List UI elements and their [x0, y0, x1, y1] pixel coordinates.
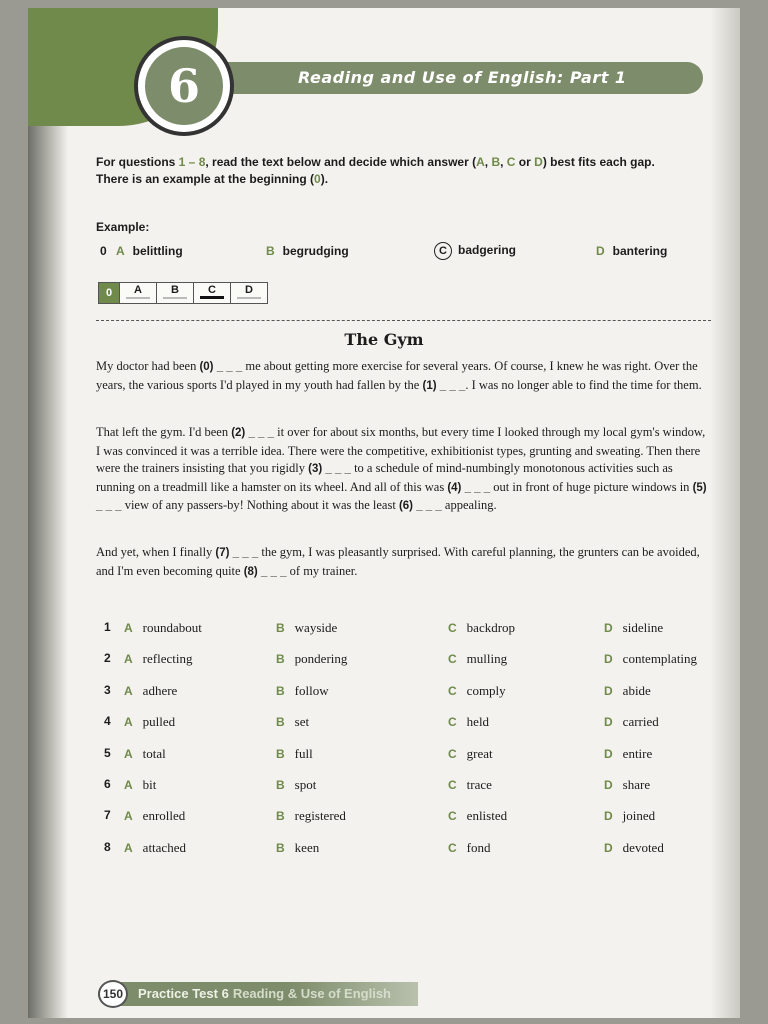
- option-b: [276, 714, 309, 730]
- option-d: [604, 714, 659, 730]
- gap-6: (6) _ _ _: [398, 500, 442, 512]
- option-word: adhere: [142, 682, 178, 698]
- question-number: 2: [104, 651, 111, 666]
- page-number: 150: [98, 980, 128, 1008]
- option-a: [124, 683, 177, 699]
- question-number: 8: [104, 839, 111, 854]
- footer-section-name: Reading & Use of English: [232, 986, 391, 1001]
- option-b: [276, 840, 319, 856]
- option-word: pulled: [142, 714, 176, 730]
- page-edge-shadow: [710, 8, 740, 1018]
- test-number: 6: [145, 47, 223, 125]
- passage-text: of my trainer.: [286, 563, 358, 578]
- option-letter: B: [276, 777, 285, 792]
- section-title: Reading and Use of English: Part 1: [298, 68, 627, 87]
- gap-5: (5) _ _ _: [96, 481, 707, 512]
- question-number: 6: [104, 776, 111, 791]
- grid-mark: [163, 297, 187, 299]
- option-a: [124, 714, 175, 730]
- option-letter: D: [604, 621, 613, 635]
- option-word: pondering: [294, 651, 348, 667]
- option-letter: B: [276, 652, 285, 667]
- option-letter: D: [604, 715, 613, 730]
- option-letter: A: [116, 244, 125, 258]
- option-letter: C: [448, 809, 457, 824]
- option-word: set: [294, 714, 310, 730]
- option-letter: B: [276, 809, 285, 824]
- grid-cell-c: [193, 283, 230, 303]
- option-c: [448, 620, 515, 636]
- question-row: [104, 714, 714, 745]
- instr-zero: 0: [314, 172, 321, 186]
- option-c: [448, 840, 491, 856]
- passage-paragraph-1: [96, 358, 708, 395]
- gap-3: (3) _ _ _: [308, 463, 351, 475]
- option-c: [448, 746, 493, 762]
- option-letter: B: [276, 621, 285, 635]
- question-row: [104, 651, 714, 682]
- option-d: [604, 808, 655, 824]
- option-b: [276, 746, 313, 762]
- option-letter: A: [124, 683, 133, 698]
- option-word: entire: [622, 745, 653, 761]
- grid-cell-a: [119, 283, 156, 303]
- question-row: [104, 840, 714, 871]
- question-number: 7: [104, 808, 111, 823]
- passage-text: view of any passers-by! Nothing about it was the least: [121, 498, 399, 512]
- instr-text: , read the text below and decide which answer (: [205, 155, 477, 169]
- option-letter: B: [276, 746, 285, 761]
- option-d: [604, 746, 652, 762]
- option-word: great: [466, 745, 493, 761]
- option-letter: D: [596, 244, 605, 258]
- option-b: [276, 777, 316, 793]
- option-word: wayside: [294, 620, 338, 635]
- grid-letter: A: [134, 284, 142, 296]
- option-c: [448, 651, 507, 667]
- grid-mark-selected: [200, 296, 224, 299]
- question-number: 3: [104, 682, 111, 697]
- instr-text: or: [515, 155, 535, 169]
- option-word: spot: [294, 776, 317, 792]
- instr-letter: B: [491, 155, 501, 169]
- example-number: 0: [100, 244, 107, 258]
- option-word: roundabout: [142, 620, 202, 635]
- example-option-c: [434, 242, 516, 260]
- instr-letter: A: [476, 155, 485, 169]
- passage-text: My doctor had been: [96, 359, 200, 373]
- instr-text: ).: [320, 172, 329, 186]
- option-word: registered: [294, 808, 346, 824]
- grid-letter: D: [245, 284, 253, 296]
- question-number: 5: [104, 745, 111, 760]
- question-row: [104, 746, 714, 777]
- example-label: Example:: [96, 220, 150, 234]
- option-letter: D: [604, 840, 613, 855]
- grid-letter: B: [171, 284, 179, 296]
- instr-letter: C: [506, 155, 516, 169]
- example-option-b: [266, 244, 349, 258]
- option-a: [124, 808, 185, 824]
- option-letter: C: [448, 652, 457, 667]
- option-letter: D: [604, 683, 613, 698]
- passage-text: appealing.: [441, 498, 497, 512]
- gap-1: (1) _ _ _: [422, 379, 466, 392]
- instr-text: For questions: [96, 155, 179, 169]
- passage-text: the gym, I was pleasantly surprised. With careful planning, the grunters can be avoided, and I'm even becoming quite: [96, 545, 700, 578]
- instructions: For questions 1 – 8, read the text below and decide which answer (A, B, C or D) best fits each gap. There is an example at the beginning (0).: [96, 155, 655, 186]
- option-word: total: [142, 745, 166, 761]
- example-row: [96, 244, 716, 264]
- answer-sheet-example: [98, 282, 268, 304]
- option-word: mulling: [466, 651, 508, 667]
- option-letter: A: [124, 746, 133, 761]
- option-letter: C: [448, 621, 457, 635]
- grid-cell-b: [156, 283, 193, 303]
- passage-paragraph-3: [96, 544, 708, 581]
- option-word: badgering: [458, 243, 517, 257]
- gap-4: (4) _ _ _: [447, 481, 491, 494]
- option-letter: D: [604, 809, 613, 824]
- grid-number: 0: [99, 283, 119, 303]
- option-word: bantering: [612, 244, 668, 258]
- gap-8: (8) _ _ _: [243, 565, 287, 578]
- option-b: [276, 683, 329, 699]
- option-d: [604, 651, 697, 667]
- option-word: trace: [466, 776, 492, 792]
- option-word: reflecting: [142, 651, 193, 667]
- instr-text: ) best fits each gap.: [542, 155, 655, 169]
- passage-title: The Gym: [344, 330, 424, 349]
- passage-text: And yet, when I finally: [96, 545, 216, 559]
- option-word: contemplating: [622, 651, 698, 667]
- option-word: sideline: [622, 620, 664, 635]
- footer-test-name: Practice Test 6: [138, 986, 229, 1001]
- circled-answer: C: [434, 242, 452, 260]
- question-options-table: [104, 620, 714, 871]
- question-number: 1: [104, 620, 111, 634]
- option-word: comply: [466, 682, 506, 698]
- option-c: [448, 714, 489, 730]
- option-letter: C: [448, 777, 457, 792]
- passage-text: me about getting more exercise for several years. Of course, I knew he was right. Over the years, the various sports I'd played in my youth had fallen by the: [96, 359, 698, 392]
- instr-letter: D: [534, 155, 543, 169]
- option-letter: B: [276, 715, 285, 730]
- option-a: [124, 620, 202, 636]
- gap-0: (0) _ _ _: [199, 361, 243, 373]
- option-letter: D: [604, 652, 613, 667]
- option-letter: A: [124, 715, 133, 730]
- passage-text: to a schedule of mind-numbingly monotonous activities such as running on a treadmill like a hamster on its wheel. And all of this was: [96, 461, 673, 494]
- option-letter: A: [124, 809, 133, 824]
- passage-text: That left the gym. I'd been: [96, 425, 232, 439]
- option-word: attached: [142, 839, 186, 855]
- option-d: [604, 777, 650, 793]
- instr-text: There is an example at the beginning (: [96, 172, 315, 186]
- option-word: full: [294, 745, 313, 761]
- option-letter: C: [448, 715, 457, 730]
- question-row: [104, 620, 714, 651]
- question-number: 4: [104, 714, 111, 729]
- passage-paragraph-2: [96, 424, 708, 516]
- option-letter: C: [448, 683, 457, 698]
- option-c: [448, 777, 492, 793]
- book-page: [28, 8, 740, 1018]
- grid-letter: C: [208, 284, 216, 296]
- option-c: [448, 683, 506, 699]
- example-option-d: [596, 244, 667, 258]
- footer-title: [138, 986, 391, 1001]
- option-word: backdrop: [466, 620, 516, 635]
- option-word: joined: [622, 808, 656, 824]
- option-word: devoted: [622, 839, 664, 855]
- test-number-badge: [134, 36, 234, 136]
- option-letter: A: [124, 621, 133, 635]
- option-b: [276, 651, 347, 667]
- option-letter: D: [604, 777, 613, 792]
- option-letter: D: [604, 746, 613, 761]
- option-letter: A: [124, 652, 133, 667]
- option-letter: A: [124, 840, 133, 855]
- option-word: share: [622, 776, 651, 792]
- option-word: abide: [622, 682, 651, 698]
- option-a: [124, 651, 192, 667]
- option-word: held: [466, 714, 490, 730]
- option-letter: C: [448, 840, 457, 855]
- option-b: [276, 620, 337, 636]
- option-word: belittling: [132, 244, 183, 258]
- instr-range: 1 – 8: [178, 155, 206, 169]
- passage-text: . I was no longer able to find the time for them.: [465, 377, 702, 392]
- grid-cell-d: [230, 283, 267, 303]
- option-c: [448, 808, 507, 824]
- option-word: carried: [622, 714, 659, 730]
- option-a: [124, 777, 156, 793]
- option-a: [124, 840, 186, 856]
- divider: [96, 320, 711, 321]
- option-word: begrudging: [282, 244, 349, 258]
- option-letter: C: [448, 746, 457, 761]
- option-word: keen: [294, 839, 320, 855]
- option-b: [276, 808, 346, 824]
- option-letter: B: [276, 840, 285, 855]
- page-gutter-shadow: [28, 8, 68, 1018]
- option-d: [604, 683, 651, 699]
- option-word: enrolled: [142, 808, 186, 824]
- option-a: [124, 746, 166, 762]
- option-letter: A: [124, 777, 133, 792]
- grid-mark: [237, 297, 261, 299]
- option-word: fond: [466, 839, 491, 855]
- option-d: [604, 620, 663, 636]
- grid-mark: [126, 297, 150, 299]
- example-option-a: [116, 244, 183, 258]
- option-word: bit: [142, 776, 157, 792]
- gap-2: (2) _ _ _: [231, 427, 275, 439]
- gap-7: (7) _ _ _: [215, 547, 259, 559]
- option-word: follow: [294, 682, 329, 698]
- option-d: [604, 840, 664, 856]
- question-row: [104, 808, 714, 839]
- option-letter: B: [266, 244, 275, 258]
- passage-text: out in front of huge picture windows in: [490, 479, 693, 494]
- option-letter: B: [276, 683, 285, 698]
- passage-text: it over for about six months, but every time I looked through my local gym's window, I was convinced it was a terrible idea. There were the competitive, exhibitionist types, grunting and sweating. Then there were the trainers insisting that you rigidly: [96, 425, 706, 475]
- option-word: enlisted: [466, 808, 508, 824]
- question-row: [104, 777, 714, 808]
- question-row: [104, 683, 714, 714]
